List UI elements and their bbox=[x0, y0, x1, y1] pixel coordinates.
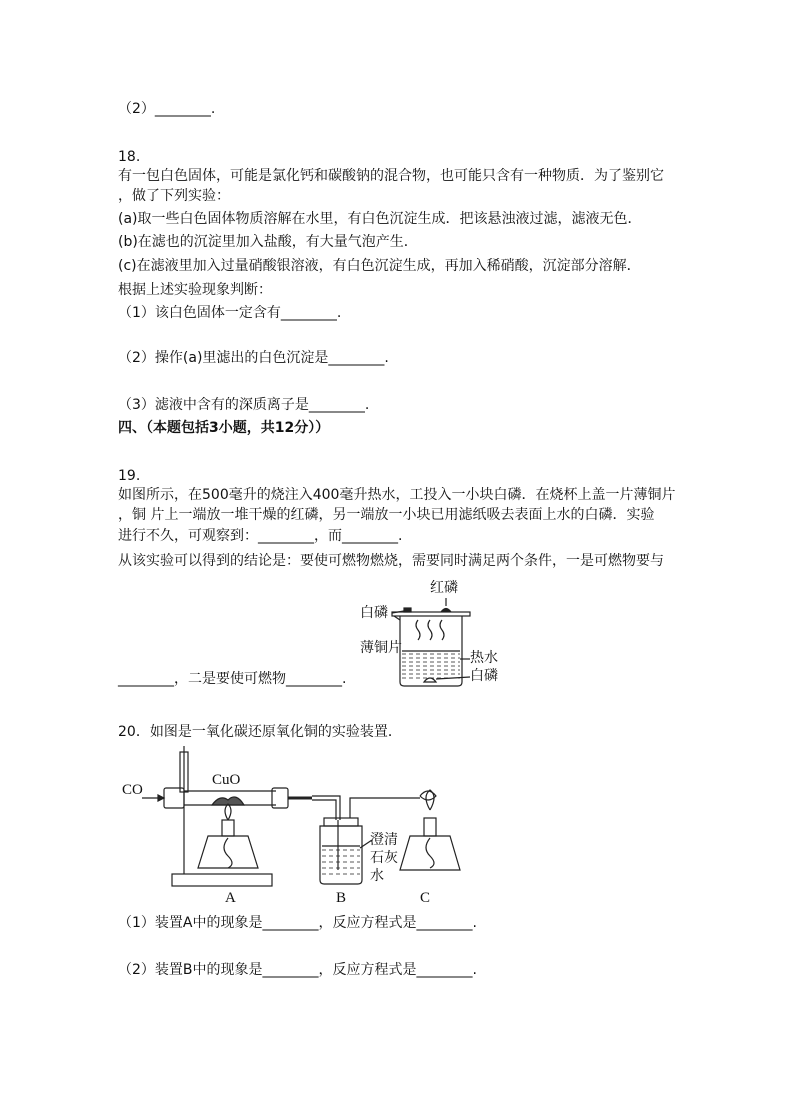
label-white-phosphorus-bottom: 白磷 bbox=[470, 668, 498, 684]
wick-a bbox=[224, 838, 232, 868]
tube-stopper-left bbox=[164, 788, 184, 808]
label-device-a: A bbox=[225, 890, 236, 906]
co-arrow-head bbox=[158, 795, 164, 801]
label-lime-water-1: 澄清 bbox=[370, 832, 398, 848]
q18-step-c: (c)在滤液里加入过量硝酸银溶液，有白色沉淀生成，再加入稀硝酸，沉淀部分溶解． bbox=[118, 258, 641, 274]
q19-line1: 如图所示，在500毫升的烧注入400毫升热水，工投入一小块白磷．在烧杯上盖一片薄铜片 bbox=[118, 487, 676, 503]
label-device-c: C bbox=[420, 890, 431, 906]
bottle-b-hatch bbox=[322, 850, 360, 874]
q19-number: 19. bbox=[118, 468, 141, 484]
label-lime-water-3: 水 bbox=[370, 868, 384, 884]
burner-a-body bbox=[198, 836, 258, 868]
stand-base bbox=[172, 874, 272, 886]
q18-step-a: (a)取一些白色固体物质溶解在水里，有白色沉淀生成．把该悬浊液过滤，滤液无色． bbox=[118, 211, 642, 227]
q18-number: 18. bbox=[118, 149, 141, 165]
q20-question-2: （2）装置B中的现象是________，反应方程式是________. bbox=[118, 962, 477, 978]
q19-line3: 进行不久，可观察到：________，而________. bbox=[118, 528, 403, 544]
label-device-b: B bbox=[336, 890, 347, 906]
q19-line4: 从该实验可以得到的结论是：要使可燃物燃烧，需要同时满足两个条件，一是可燃物要与 bbox=[118, 553, 664, 569]
q17-part2: （2）________. bbox=[118, 101, 216, 117]
q18-question-2: （2）操作(a)里滤出的白色沉淀是________. bbox=[118, 350, 389, 366]
tube-to-c bbox=[350, 798, 420, 818]
tube-to-b bbox=[312, 796, 340, 820]
label-lime-water-2: 石灰 bbox=[370, 850, 398, 866]
q18-judge: 根据上述实验现象判断： bbox=[118, 282, 272, 298]
q20-question-1: （1）装置A中的现象是________，反应方程式是________. bbox=[118, 915, 477, 931]
q19-line5: ________，二是要使可燃物________. bbox=[118, 671, 347, 687]
section4-title: 四、（本题包括3小题，共12分）） bbox=[118, 420, 330, 436]
q18-intro: 有一包白色固体，可能是氯化钙和碳酸钠的混合物，也可能只含有一种物质．为了鉴别它 bbox=[118, 168, 664, 184]
label-co: CO bbox=[122, 782, 143, 798]
bottle-b-body bbox=[320, 826, 362, 884]
bottle-b-stopper bbox=[324, 818, 358, 826]
label-cuo: CuO bbox=[212, 772, 241, 788]
burner-c-body bbox=[400, 836, 460, 870]
q18-question-3: （3）滤液中含有的深质离子是________. bbox=[118, 397, 370, 413]
q18-step-b: (b)在滤也的沉淀里加入盐酸，有大量气泡产生． bbox=[118, 234, 418, 250]
q18-intro2: ，做了下列实验： bbox=[118, 188, 230, 204]
label-copper-plate: 薄铜片 bbox=[360, 640, 402, 656]
label-hot-water: 热水 bbox=[470, 650, 498, 666]
label-white-phosphorus-top: 白磷 bbox=[360, 605, 388, 621]
q19-line2: ，铜 片上一端放一堆干燥的红磷，另一端放一小块已用滤纸吸去表面上水的白磷．实验 bbox=[118, 507, 655, 523]
burner-a-neck bbox=[222, 820, 234, 836]
flame-a bbox=[225, 804, 231, 820]
q20-title: 20．如图是一氧化碳还原氧化铜的实验装置． bbox=[118, 724, 402, 740]
q18-question-1: （1）该白色固体一定含有________. bbox=[118, 305, 342, 321]
burner-c-neck bbox=[424, 818, 436, 836]
label-red-phosphorus: 红磷 bbox=[430, 580, 458, 596]
wick-c bbox=[426, 838, 434, 868]
